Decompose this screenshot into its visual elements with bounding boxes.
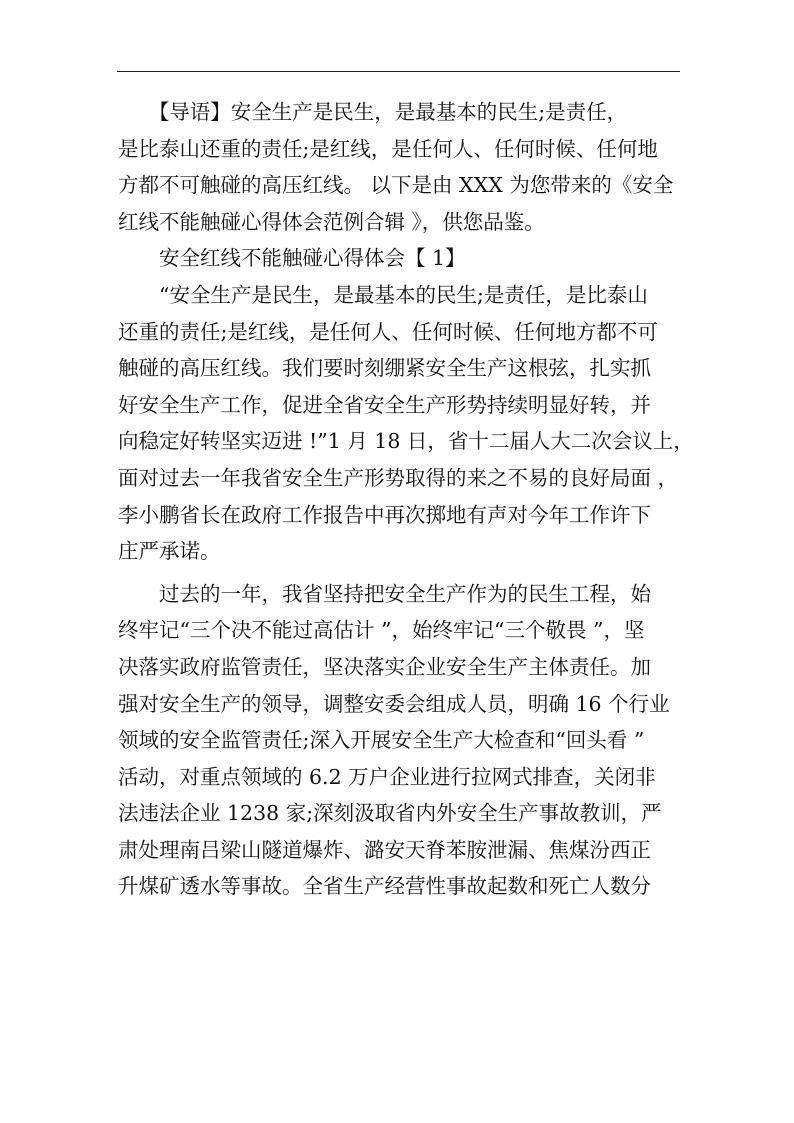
text-line: 【导语】安全生产是民生，是最基本的民生;是责任， — [118, 100, 628, 124]
section-title — [118, 240, 684, 277]
text-line: 面对过去一年我省安全生产形势取得的来之不易的良好局面 ， — [118, 465, 679, 490]
text-line: 还重的责任;是红线，是任何人、任何时候、任何地方都不可 — [118, 319, 658, 344]
text-line: 是比泰山还重的责任;是红线，是任何人、任何时候、任何地 — [118, 136, 658, 161]
text-line: 升煤矿透水等事故。全省生产经营性事故起数和死亡人数分 — [118, 874, 651, 899]
text-line: 终牢记“三个决不能过高估计 ”，始终牢记“三个敬畏 ”，坚 — [118, 618, 645, 643]
header-rule — [117, 71, 680, 72]
text-line: 庄严承诺。 — [118, 539, 221, 564]
text-line: 强对安全生产的领导，调整安委会组成人员，明确 16 个行业 — [118, 691, 670, 716]
body-paragraph-2 — [118, 576, 684, 905]
text-line: 向稳定好转坚实迈进 !”1 月 18 日，省十二届人大二次会议上， — [118, 429, 694, 454]
section-title-text: 安全红线不能触碰心得体会【 1】 — [118, 246, 466, 271]
text-line: 肃处理南吕梁山隧道爆炸、潞安天脊苯胺泄漏、焦煤汾西正 — [118, 837, 651, 862]
text-line: 方都不可触碰的高压红线。 以下是由 XXX 为您带来的《安全 — [118, 173, 674, 198]
document-body — [118, 94, 694, 905]
text-line: 触碰的高压红线。我们要时刻绷紧安全生产这根弦，扎实抓 — [118, 356, 651, 381]
text-line: 过去的一年，我省坚持把安全生产作为的民生工程，始 — [118, 581, 651, 606]
text-line: 李小鹏省长在政府工作报告中再次掷地有声对今年工作许下 — [118, 502, 651, 527]
text-line: 决落实政府监管责任，坚决落实企业安全生产主体责任。加 — [118, 654, 651, 679]
text-line: 领域的安全监管责任;深入开展安全生产大检查和“回头看 ” — [118, 728, 645, 753]
text-line: 好安全生产工作，促进全省安全生产形势持续明显好转，并 — [118, 392, 651, 417]
text-line: 红线不能触碰心得体会范例合辑 》，供您品鉴。 — [118, 209, 545, 234]
text-line: “安全生产是民生，是最基本的民生;是责任，是比泰山 — [118, 282, 648, 307]
intro-paragraph — [118, 94, 684, 240]
text-line: 活动，对重点领域的 6.2 万户企业进行拉网式排查，关闭非 — [118, 764, 656, 789]
body-paragraph-1 — [118, 277, 694, 570]
text-line: 法违法企业 1238 家;深刻汲取省内外安全生产事故教训，严 — [118, 801, 662, 826]
